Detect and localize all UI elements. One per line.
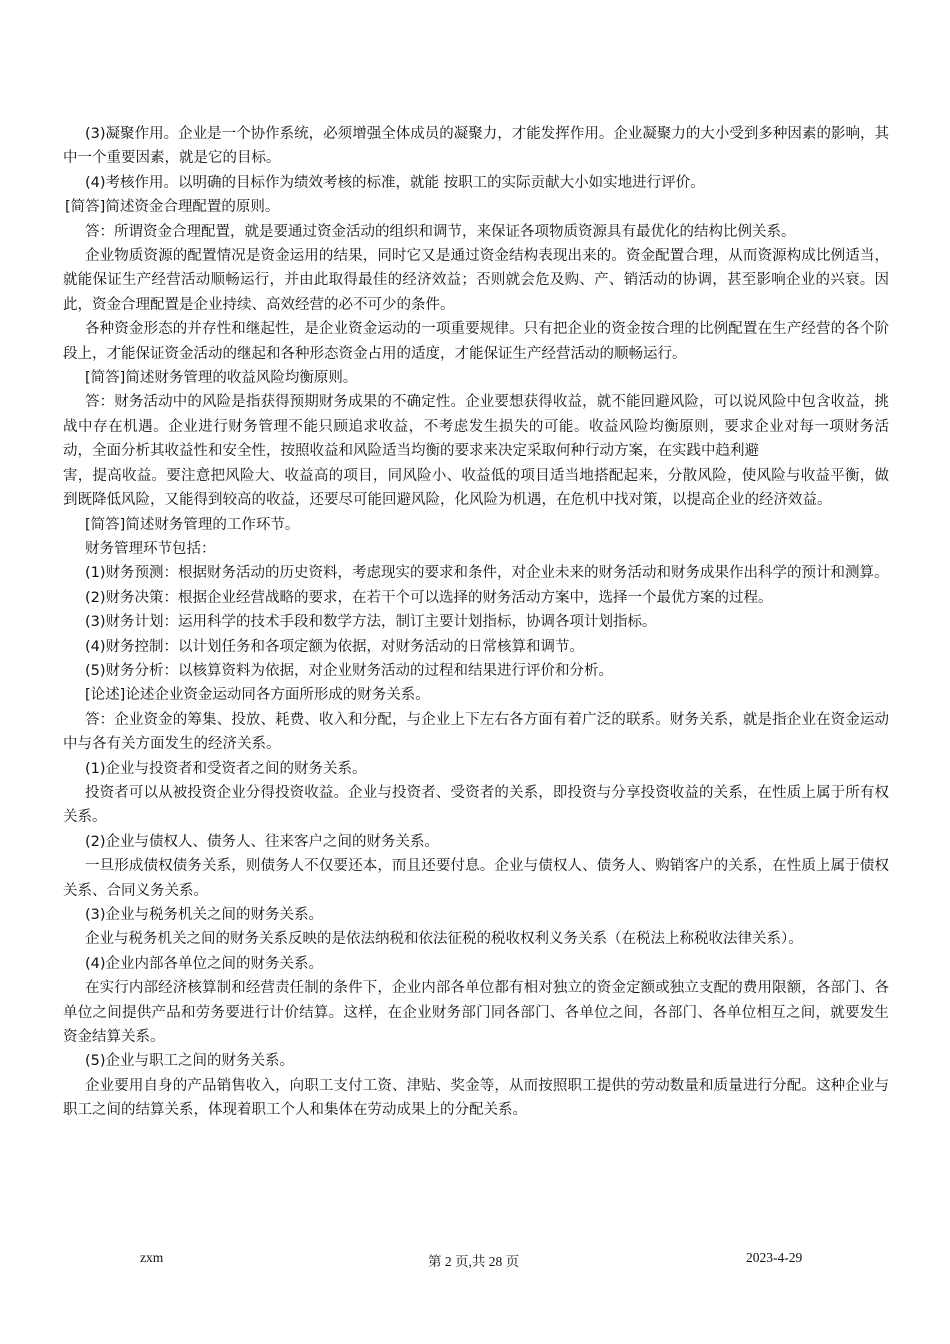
paragraph: (4)考核作用。以明确的目标作为绩效考核的标准，就能 按职工的实际贡献大小如实地进行评价。 [85, 174, 705, 191]
paragraph: 答：企业资金的筹集、投放、耗费、收入和分配，与企业上下左右各方面有着广泛的联系。财务关系，就是指企业在资金运动中与各有关方面发生的经济关系。 [63, 711, 889, 753]
paragraph: [简答]简述财务管理的收益风险均衡原则。 [85, 370, 358, 387]
paragraph: (2)财务决策：根据企业经营战略的要求，在若干个可以选择的财务活动方案中，选择一个最优方案的过程。 [85, 589, 773, 606]
paragraph: (5)财务分析：以核算资料为依据，对企业财务活动的过程和结果进行评价和分析。 [85, 662, 614, 679]
paragraph: 财务管理环节包括： [85, 540, 216, 557]
paragraph: 一旦形成债权债务关系，则债务人不仅要还本，而且还要付息。企业与债权人、债务人、购销客户的关系，在性质上属于债权关系、合同义务关系。 [63, 858, 889, 899]
paragraph: 害，提高收益。要注意把风险大、收益高的项目，同风险小、收益低的项目适当地搭配起来，分散风险，使风险与收益平衡，做到既降低风险，又能得到较高的收益，还要尽可能回避风险，化风险为机遇，在危机中找对策，以提高企业的经济效益。 [63, 467, 889, 509]
paragraph: 企业与税务机关之间的财务关系反映的是依法纳税和依法征税的税收权利义务关系（在税法上称税收法律关系）。 [85, 931, 803, 948]
paragraph: (2)企业与债权人、债务人、往来客户之间的财务关系。 [85, 833, 440, 850]
page-footer [0, 1250, 950, 1270]
paragraph: 各种资金形态的并存性和继起性，是企业资金运动的一项重要规律。只有把企业的资金按合理的比例配置在生产经营的各个阶段上，才能保证资金活动的继起和各种形态资金占用的适度，才能保证生产经营活动的顺畅运行。 [63, 321, 889, 362]
paragraph: [论述]论述企业资金运动同各方面所形成的财务关系。 [85, 687, 430, 704]
footer-page-number: 第 2 页,共 28 页 [428, 1254, 520, 1269]
paragraph: 在实行内部经济核算制和经营责任制的条件下，企业内部各单位都有相对独立的资金定额或独立支配的费用限额，各部门、各单位之间提供产品和劳务要进行计价结算。这样，在企业财务部门同各部门、各单位之间，各部门、各单位相互之间，就要发生资金结算关系。 [63, 980, 889, 1046]
paragraph: (4)财务控制：以计划任务和各项定额为依据，对财务活动的日常核算和调节。 [85, 638, 585, 655]
footer-author: zxm [140, 1250, 164, 1265]
paragraph: 企业要用自身的产品销售收入，向职工支付工资、津贴、奖金等，从而按照职工提供的劳动数量和质量进行分配。这种企业与职工之间的结算关系，体现着职工个人和集体在劳动成果上的分配关系。 [63, 1077, 889, 1119]
paragraph: 答：所谓资金合理配置，就是要通过资金活动的组织和调节，来保证各项物质资源具有最优化的结构比例关系。 [85, 223, 796, 240]
paragraph: (3)财务计划：运用科学的技术手段和数学方法，制订主要计划指标，协调各项计划指标。 [85, 614, 657, 631]
paragraph: (3)企业与税务机关之间的财务关系。 [85, 907, 324, 923]
paragraph: 企业物质资源的配置情况是资金运用的结果，同时它又是通过资金结构表现出来的。资金配置合理，从而资源构成比例适当，就能保证生产经营活动顺畅运行，并由此取得最佳的经济效益；否则就会危及购、产、销活动的协调，甚至影响企业的兴衰。因此，资金合理配置是企业持续、高效经营的必不可少的条件。 [63, 248, 889, 313]
paragraph: (5)企业与职工之间的财务关系。 [85, 1053, 295, 1070]
paragraph: (1)财务预测：根据财务活动的历史资料，考虑现实的要求和条件，对企业未来的财务活动和财务成果作出科学的预计和测算。 [85, 565, 889, 582]
paragraph: (1)企业与投资者和受资者之间的财务关系。 [85, 760, 367, 777]
paragraph: 答：财务活动中的风险是指获得预期财务成果的不确定性。企业要想获得收益，就不能回避风险，可以说风险中包含收益，挑战中存在机遇。企业进行财务管理不能只顾追求收益，不考虑发生损失的可能。收益风险均衡原则，要求企业对每一项财务活动，全面分析其收益性和安全性，按照收益和风险适当均衡的要求来决定采取何种行动方案，在实践中趋利避 [63, 394, 889, 460]
paragraph: [简答]简述资金合理配置的原则。 [65, 199, 280, 216]
document-body [63, 122, 889, 1123]
paragraph: [简答]简述财务管理的工作环节。 [85, 516, 300, 533]
paragraph: (3)凝聚作用。企业是一个协作系统，必须增强全体成员的凝聚力，才能发挥作用。企业凝聚力的大小受到多种因素的影响，其中一个重要因素，就是它的目标。 [63, 126, 889, 167]
paragraph: (4)企业内部各单位之间的财务关系。 [85, 955, 324, 972]
footer-date: 2023-4-29 [746, 1250, 803, 1265]
paragraph: 投资者可以从被投资企业分得投资收益。企业与投资者、受资者的关系，即投资与分享投资收益的关系，在性质上属于所有权关系。 [63, 784, 889, 826]
